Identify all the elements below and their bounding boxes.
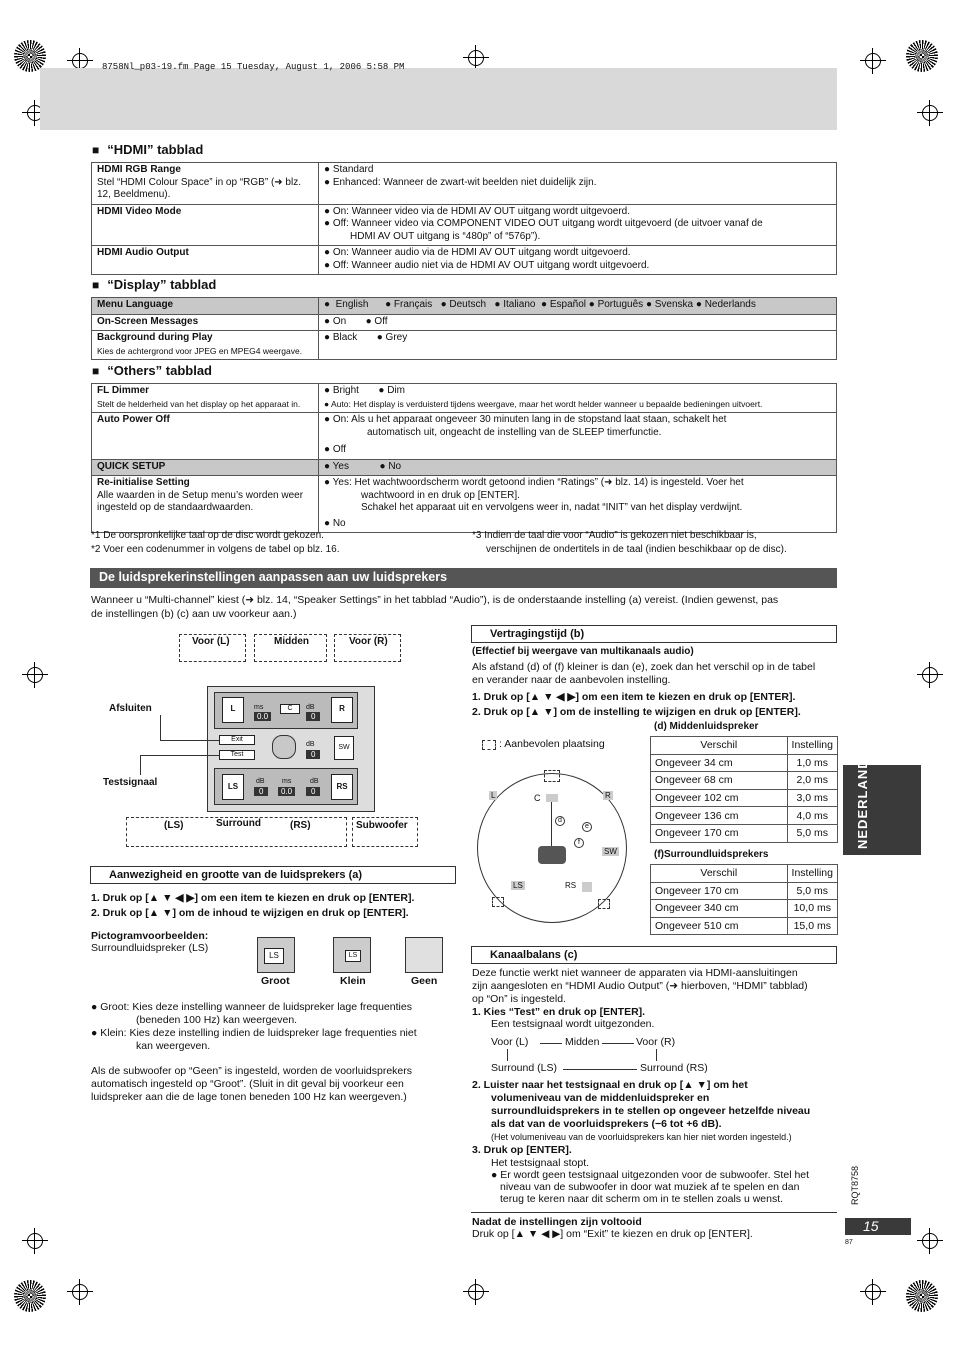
done-title: Nadat de instellingen zijn voltooid xyxy=(472,1216,642,1228)
table-row xyxy=(651,917,838,935)
table-header xyxy=(651,865,838,883)
column-header: Verschil xyxy=(651,865,788,883)
room-speaker-c-label: C xyxy=(534,793,541,803)
groot-desc: (beneden 100 Hz) kan weergeven. xyxy=(136,1014,298,1026)
flow-midden: Midden xyxy=(565,1036,600,1048)
aanwezigheid-title: Aanwezigheid en grootte van de luidsprekers (a) xyxy=(90,866,456,884)
recommended-position-icon xyxy=(492,897,504,907)
row-value: ● English ● Français ● Deutsch ● Italiano ● Español ● Português ● Svenska ● Nederlands xyxy=(319,298,837,315)
row-value: ● Bright ● Dim xyxy=(324,385,405,396)
recommended-position-icon xyxy=(482,740,496,750)
row-key: QUICK SETUP xyxy=(92,459,319,476)
crop-mark xyxy=(860,1279,886,1305)
recommended-position-icon xyxy=(544,770,560,782)
flow-arrow xyxy=(656,1049,657,1061)
table-row xyxy=(651,882,838,900)
flow-surround-ls: Surround (LS) xyxy=(491,1062,557,1074)
db-label: dB xyxy=(310,778,319,785)
row-value: ● Yes ● No xyxy=(319,459,837,476)
row-value: Schakel het apparaat uit en vervolgens weer in, nadat “INIT” van het display verdwijnt. xyxy=(361,502,743,513)
others-table xyxy=(91,383,837,533)
leader-line xyxy=(160,715,161,741)
step-detail: Het testsignaal stopt. xyxy=(491,1157,590,1169)
table-row xyxy=(92,384,837,413)
table-cell: Ongeveer 68 cm xyxy=(651,772,788,790)
room-speaker-l: L xyxy=(491,791,496,800)
speaker-ls-icon[interactable]: LS xyxy=(222,774,244,800)
speaker-intro: de instellingen (b) (c) aan uw voorkeur aan.) xyxy=(91,608,297,620)
row-key: HDMI Video Mode xyxy=(97,205,182,217)
db-label: dB xyxy=(256,778,265,785)
table-row xyxy=(651,807,838,825)
groot-label: Groot xyxy=(261,975,290,987)
legend-text: : Aanbevolen plaatsing xyxy=(499,738,605,750)
midden-label: Midden xyxy=(274,636,309,647)
column-header: Instelling xyxy=(787,737,837,755)
flow-arrow xyxy=(540,1043,562,1044)
crop-mark xyxy=(67,1279,93,1305)
leader-line xyxy=(140,755,141,775)
display-section-title: ■ “Display” tabblad xyxy=(92,277,216,292)
rs-level-value[interactable]: 0 xyxy=(306,787,320,796)
table-cell: 5,0 ms xyxy=(787,882,837,900)
step: 2. Druk op [▲ ▼] om de inhoud te wijzigen en druk op [ENTER]. xyxy=(91,907,409,919)
db-label: dB xyxy=(306,741,315,748)
groot-desc: ● Groot: Kies deze instelling wanneer de luidspreker lage frequenties xyxy=(91,1001,412,1013)
crop-mark xyxy=(22,1228,48,1254)
surround-delay-value[interactable]: 0.0 xyxy=(278,787,295,796)
table-row xyxy=(92,298,837,315)
table-row xyxy=(651,900,838,918)
subwoofer-note: Als de subwoofer op “Geen” is ingesteld, worden de voorluidsprekers xyxy=(91,1065,413,1077)
row-key: FL Dimmer xyxy=(97,385,150,396)
center-delay-value[interactable]: 0.0 xyxy=(254,712,271,721)
row-value: ● Off: Wanneer video via COMPONENT VIDEO OUT uitgang wordt uitgevoerd (de uitvoer vanaf de xyxy=(324,218,763,229)
listener-icon xyxy=(272,735,296,759)
flow-voor-l: Voor (L) xyxy=(491,1036,529,1048)
sur-table-title: (f)Surroundluidsprekers xyxy=(654,849,769,860)
step: surroundluidsprekers in te stellen op ongeveer hetzelfde niveau xyxy=(491,1105,811,1117)
done-text: Druk op [▲ ▼ ◀ ▶] om “Exit” te kiezen en druk op [ENTER]. xyxy=(472,1228,753,1240)
registration-mark xyxy=(14,1280,46,1312)
vertraging-text: Als afstand (d) of (f) kleiner is dan (e), zoek dan het verschil op in de tabel xyxy=(472,661,816,673)
speaker-rs-icon[interactable]: RS xyxy=(331,774,353,800)
table-row xyxy=(92,163,837,205)
rs-label: (RS) xyxy=(290,820,311,831)
table-row xyxy=(651,754,838,772)
room-subwoofer: SW xyxy=(604,847,617,856)
ls-icon-text: LS xyxy=(345,950,361,962)
klein-desc: ● Klein: Kies deze instelling indien de luidspreker lage frequenties niet xyxy=(91,1027,417,1039)
table-row xyxy=(651,772,838,790)
center-level-value[interactable]: 0 xyxy=(306,712,320,721)
ls-label: (LS) xyxy=(164,820,184,831)
page-number-small: 87 xyxy=(845,1239,853,1246)
subwoofer-note: automatisch ingesteld op “Groot”. (Sluit in dit geval bij voorkeur een xyxy=(91,1078,404,1090)
table-row xyxy=(92,314,837,331)
table-cell: Ongeveer 510 cm xyxy=(651,917,788,935)
listener-seat xyxy=(538,846,566,864)
db-label: dB xyxy=(306,704,315,711)
table-cell: Ongeveer 136 cm xyxy=(651,807,788,825)
sw-level-value[interactable]: 0 xyxy=(306,750,320,759)
flow-arrow xyxy=(602,1043,634,1044)
crop-mark xyxy=(917,662,943,688)
row-value: ● Black ● Grey xyxy=(319,331,837,360)
others-section-title: ■ “Others” tabblad xyxy=(92,363,212,378)
language-tab xyxy=(843,748,921,855)
vertraging-text: en verander naar de aanbevolen instelling. xyxy=(472,674,671,686)
column-header: Verschil xyxy=(651,737,788,755)
row-value: ● Enhanced: Wanneer de zwart-wit beelden niet duidelijk zijn. xyxy=(324,176,597,188)
row-value: ● Standard xyxy=(324,164,374,175)
speaker-l-icon[interactable]: L xyxy=(222,697,244,723)
row-key: Re-initialise Setting xyxy=(97,477,190,488)
room-speaker-ls: LS xyxy=(513,881,523,890)
mid-delay-table xyxy=(650,736,838,843)
vertraging-title: Vertragingstijd (b) xyxy=(471,625,837,643)
crop-mark xyxy=(917,100,943,126)
klein-label: Klein xyxy=(340,975,366,987)
table-row xyxy=(92,204,837,246)
row-key-sub: Kies de achtergrond voor JPEG en MPEG4 weergave. xyxy=(97,345,303,356)
speaker-banner: De luidsprekerinstellingen aanpassen aan uw luidsprekers xyxy=(90,568,837,588)
subwoofer-note: luidspreker aan die de lage tonen beneden 100 Hz kan weergeven.) xyxy=(91,1091,407,1103)
voor-l-label: Voor (L) xyxy=(192,636,230,647)
crop-mark xyxy=(463,1279,489,1305)
leader-line xyxy=(160,740,219,741)
flow-arrow xyxy=(507,1049,508,1061)
table-cell: 15,0 ms xyxy=(787,917,837,935)
table-row xyxy=(92,476,837,533)
file-header: 8758Nl_p03-19.fm Page 15 Tuesday, August 1, 2006 5:58 PM xyxy=(102,62,405,72)
row-value: ● Off: Wanneer audio niet via de HDMI AV OUT uitgang wordt uitgevoerd. xyxy=(324,259,650,271)
distance-d-label: d xyxy=(555,816,565,826)
registration-mark xyxy=(906,1280,938,1312)
voor-r-label: Voor (R) xyxy=(349,636,388,647)
row-value: ● On ● Off xyxy=(319,314,837,331)
table-cell: Ongeveer 170 cm xyxy=(651,824,788,842)
row-key: On-Screen Messages xyxy=(92,314,319,331)
row-value: ● No xyxy=(324,517,346,529)
row-value: ● On: Als u het apparaat ongeveer 30 minuten lang in de stopstand laat staan, schakelt het xyxy=(324,414,727,425)
divider xyxy=(471,1212,837,1213)
leader-line xyxy=(140,755,219,756)
row-value: automatisch uit, ongeacht de instelling van de SLEEP timerfunctie. xyxy=(367,426,662,438)
footnote: *2 Voer een codenummer in volgens de tabel op blz. 16. xyxy=(91,544,340,555)
ls-level-value[interactable]: 0 xyxy=(254,787,268,796)
speaker-c-icon[interactable]: C xyxy=(280,704,300,714)
table-cell: Ongeveer 170 cm xyxy=(651,882,788,900)
column-header: Instelling xyxy=(787,865,837,883)
table-row xyxy=(92,459,837,476)
ms-label: ms xyxy=(282,778,292,785)
table-cell: Ongeveer 102 cm xyxy=(651,789,788,807)
table-cell: Ongeveer 340 cm xyxy=(651,900,788,918)
row-value: ● Auto: Het display is verduisterd tijdens weergave, maar het wordt helder wanneer u bepaalde bedieningen uitvoert. xyxy=(324,398,763,409)
step-detail: terug te keren naar dit scherm om in te stellen zoals u wenst. xyxy=(500,1193,784,1205)
step: 1. Druk op [▲ ▼ ◀ ▶] om een item te kiezen en druk op [ENTER]. xyxy=(472,691,796,703)
header-band xyxy=(40,68,837,130)
speaker-intro: Wanneer u “Multi-channel” kiest (➜ blz. 14, “Speaker Settings” in het tabblad “Audio”), is de onderstaande instelling (a) vereist. (Indien gewenst, pas xyxy=(91,594,779,606)
table-cell: 2,0 ms xyxy=(787,772,837,790)
table-row xyxy=(92,331,837,360)
step: 1. Kies “Test” en druk op [ENTER]. xyxy=(472,1006,646,1018)
flow-arrow xyxy=(563,1069,637,1070)
step-detail: Een testsignaal wordt uitgezonden. xyxy=(491,1018,655,1030)
table-header xyxy=(651,737,838,755)
no-speaker-icon xyxy=(405,937,443,973)
step-detail: niveau van de subwoofer in door wat muziek af te spelen en dan xyxy=(500,1181,800,1193)
afsluiten-label: Afsluiten xyxy=(109,703,152,714)
step-note: (Het volumeniveau van de voorluidsprekers kan hier niet worden ingesteld.) xyxy=(491,1132,792,1142)
test-button[interactable]: Test xyxy=(219,750,255,760)
row-key-sub: Alle waarden in de Setup menu’s worden weer ingesteld op de standaardwaarden. xyxy=(97,489,304,513)
kanaal-text: zijn aangesloten en “HDMI Audio Output” (➜ hierboven, “HDMI” tabblad) xyxy=(472,980,808,992)
table-cell: 1,0 ms xyxy=(787,754,837,772)
row-key-sub: Stelt de helderheid van het display op het apparaat in. xyxy=(97,398,301,409)
step: 3. Druk op [ENTER]. xyxy=(472,1144,572,1156)
room-speaker-rs xyxy=(582,882,592,892)
speaker-r-icon[interactable]: R xyxy=(331,697,353,723)
kanaal-text: Deze functie werkt niet wanneer de apparaten via HDMI-aansluitingen xyxy=(472,967,798,979)
step-detail: ● Er wordt geen testsignaal uitgezonden voor de subwoofer. Stel het xyxy=(491,1169,810,1181)
large-speaker-icon xyxy=(257,937,295,973)
row-value: wachtwoord in en druk op [ENTER]. xyxy=(361,489,520,501)
mid-table-title: (d) Middenluidspreker xyxy=(654,721,759,732)
crop-mark xyxy=(860,48,886,74)
surround-label: Surround xyxy=(216,818,261,829)
picto-title: Pictogramvoorbeelden: xyxy=(91,930,209,942)
table-row xyxy=(92,246,837,275)
distance-line xyxy=(551,802,552,846)
room-speaker-rs-label: RS xyxy=(565,881,577,890)
ms-label: ms xyxy=(254,704,264,711)
table-cell: 10,0 ms xyxy=(787,900,837,918)
speaker-sw-icon[interactable]: SW xyxy=(334,736,354,760)
recommended-position-icon xyxy=(598,899,610,909)
kanaal-text: op “On” is ingesteld. xyxy=(472,993,566,1005)
row-key: Menu Language xyxy=(92,298,319,315)
rqt-code: RQT8758 xyxy=(850,1165,860,1205)
sur-delay-table xyxy=(650,864,838,935)
picto-sub: Surroundluidspreker (LS) xyxy=(91,942,209,954)
step: 2. Luister naar het testsignaal en druk op [▲ ▼] om het xyxy=(472,1079,748,1091)
testsignaal-label: Testsignaal xyxy=(103,777,158,788)
kanaal-title: Kanaalbalans (c) xyxy=(471,946,837,964)
row-value: HDMI AV OUT uitgang is “480p” of “576p”). xyxy=(350,230,541,242)
row-key: HDMI RGB Range xyxy=(97,164,181,175)
language-tab-label: NEDERLANDS xyxy=(855,748,870,849)
row-key: HDMI Audio Output xyxy=(97,247,189,258)
row-key: Background during Play xyxy=(97,332,213,343)
flow-voor-r: Voor (R) xyxy=(636,1036,676,1048)
ls-icon-text: LS xyxy=(264,948,284,964)
room-speaker-c xyxy=(546,794,558,802)
row-key-sub: Stel “HDMI Colour Space” in op “RGB” (➜ blz. 12, Beeldmenu). xyxy=(97,176,301,200)
footnote: *1 De oorspronkelijke taal op de disc wordt gekozen. xyxy=(91,530,324,541)
row-value: ● Yes: Het wachtwoordscherm wordt getoond indien “Ratings” (➜ blz. 14) is ingesteld. Voer het xyxy=(324,477,744,488)
table-cell: 3,0 ms xyxy=(787,789,837,807)
row-key: Auto Power Off xyxy=(92,413,319,460)
geen-label: Geen xyxy=(411,975,438,987)
crop-mark xyxy=(22,662,48,688)
footnote: *3 Indien de taal die voor “Audio” is gekozen niet beschikbaar is, xyxy=(472,530,757,541)
flow-surround-rs: Surround (RS) xyxy=(640,1062,708,1074)
subwoofer-label: Subwoofer xyxy=(356,820,408,831)
exit-button[interactable]: Exit xyxy=(219,735,255,745)
footnote: verschijnen de ondertitels in de taal (indien beschikbaar op de disc). xyxy=(486,544,787,555)
registration-mark xyxy=(906,40,938,72)
step: 2. Druk op [▲ ▼] om de instelling te wijzigen en druk op [ENTER]. xyxy=(472,706,801,718)
table-row xyxy=(651,824,838,842)
page-number: 15 xyxy=(845,1218,911,1235)
table-row xyxy=(651,789,838,807)
row-value: ● On: Wanneer audio via de HDMI AV OUT uitgang wordt uitgevoerd. xyxy=(324,247,631,258)
distance-f-label: f xyxy=(574,838,584,848)
distance-e-label: e xyxy=(582,822,592,832)
hdmi-section-title: ■ “HDMI” tabblad xyxy=(92,142,203,157)
small-speaker-icon xyxy=(333,937,371,973)
row-value: ● On: Wanneer video via de HDMI AV OUT uitgang wordt uitgevoerd. xyxy=(324,205,631,217)
table-cell: 4,0 ms xyxy=(787,807,837,825)
step: als dat van de voorluidsprekers (−6 tot +6 dB). xyxy=(491,1118,722,1130)
hdmi-table xyxy=(91,162,837,275)
step: volumeniveau van de middenluidspreker en xyxy=(491,1092,710,1104)
vertraging-sub: (Effectief bij weergave van multikanaals audio) xyxy=(472,646,694,657)
table-cell: 5,0 ms xyxy=(787,824,837,842)
display-table xyxy=(91,297,837,360)
klein-desc: kan weergeven. xyxy=(136,1040,211,1052)
crop-mark xyxy=(917,1228,943,1254)
row-value: ● Off xyxy=(324,444,346,455)
table-row xyxy=(92,413,837,460)
room-speaker-r: R xyxy=(605,791,611,800)
table-cell: Ongeveer 34 cm xyxy=(651,754,788,772)
step: 1. Druk op [▲ ▼ ◀ ▶] om een item te kiezen en druk op [ENTER]. xyxy=(91,892,415,904)
